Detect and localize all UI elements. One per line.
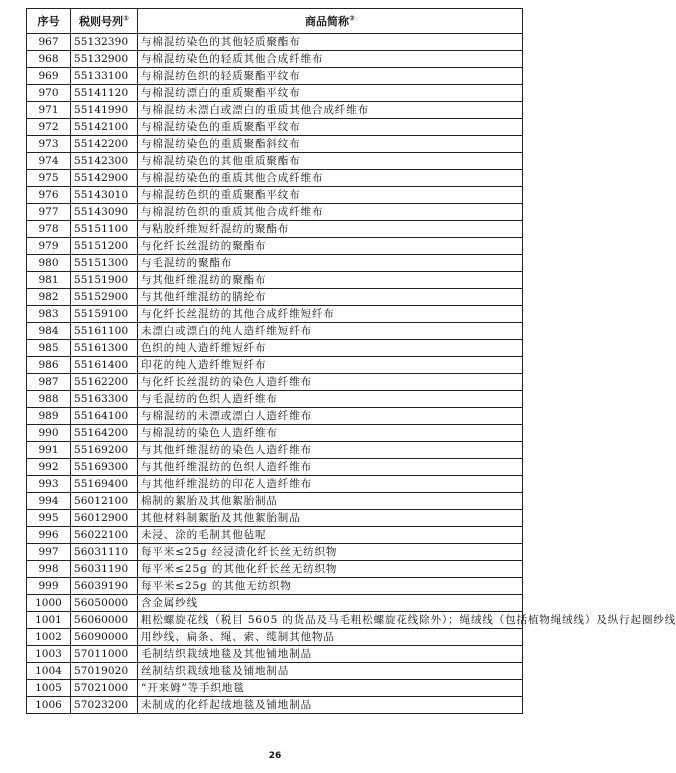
table-row [27,527,523,544]
cell-name: 粗松螺旋花线（税目 5605 的货品及马毛粗松螺旋花线除外）；绳绒线（包括植物绳绒线）及纵行起圈纱线 [138,612,523,629]
cell-seq: 976 [27,187,71,204]
table-row [27,459,523,476]
cell-seq: 999 [27,578,71,595]
table-row [27,391,523,408]
cell-name: 毛制结织栽绒地毯及其他铺地制品 [138,646,523,663]
cell-name: 与棉混纺的染色人造纤维布 [138,425,523,442]
table-row [27,85,523,102]
cell-code: 56090000 [71,629,138,646]
cell-seq: 998 [27,561,71,578]
cell-code: 55141120 [71,85,138,102]
cell-name: 丝制结织栽绒地毯及铺地制品 [138,663,523,680]
table-row [27,340,523,357]
table-row [27,697,523,714]
cell-code: 55151200 [71,238,138,255]
cell-name: 与化纤长丝混纺的染色人造纤维布 [138,374,523,391]
cell-seq: 973 [27,136,71,153]
cell-code: 55161400 [71,357,138,374]
cell-seq: 995 [27,510,71,527]
table-row [27,51,523,68]
header-seq [27,9,71,34]
cell-name: 印花的纯人造纤维短纤布 [138,357,523,374]
cell-name: 与棉混纺染色的重质聚酯斜纹布 [138,136,523,153]
cell-seq: 968 [27,51,71,68]
cell-seq: 993 [27,476,71,493]
cell-seq: 980 [27,255,71,272]
cell-code: 55159100 [71,306,138,323]
header-seq-label: 序号 [37,14,60,28]
cell-code: 57011000 [71,646,138,663]
header-code [71,9,138,34]
table-row [27,544,523,561]
cell-seq: 1000 [27,595,71,612]
cell-seq: 981 [27,272,71,289]
cell-seq: 977 [27,204,71,221]
cell-name: 未制成的化纤起绒地毯及铺地制品 [138,697,523,714]
cell-name: 未浸、涂的毛制其他毡呢 [138,527,523,544]
cell-seq: 985 [27,340,71,357]
cell-code: 55142900 [71,170,138,187]
cell-code: 56050000 [71,595,138,612]
cell-code: 56031110 [71,544,138,561]
cell-code: 55169200 [71,442,138,459]
table-row [27,357,523,374]
cell-name: “开来姆”等手织地毯 [138,680,523,697]
cell-code: 55142100 [71,119,138,136]
page-number: 26 [268,751,282,761]
cell-code: 56022100 [71,527,138,544]
cell-seq: 984 [27,323,71,340]
table-row [27,493,523,510]
cell-seq: 988 [27,391,71,408]
cell-seq: 996 [27,527,71,544]
cell-name: 色织的纯人造纤维短纤布 [138,340,523,357]
cell-name: 棉制的絮胎及其他絮胎制品 [138,493,523,510]
cell-seq: 979 [27,238,71,255]
cell-name: 每平米≤25g 经浸渍化纤长丝无纺织物 [138,544,523,561]
cell-seq: 992 [27,459,71,476]
table-row [27,323,523,340]
table-body [27,34,676,714]
cell-code: 57019020 [71,663,138,680]
table-row [27,136,523,153]
cell-code: 55164100 [71,408,138,425]
table-row [27,663,523,680]
cell-code: 55132900 [71,51,138,68]
cell-seq: 978 [27,221,71,238]
table-row [27,204,523,221]
cell-name: 含金属纱线 [138,595,523,612]
cell-code: 57023200 [71,697,138,714]
cell-seq: 972 [27,119,71,136]
cell-name: 与棉混纺色织的重质聚酯平纹布 [138,187,523,204]
cell-code: 55169300 [71,459,138,476]
table-row [27,561,523,578]
table-row [27,170,523,187]
cell-name: 与棉混纺漂白的重质聚酯平纹布 [138,85,523,102]
cell-seq: 1003 [27,646,71,663]
header-code-footnote-mark: ① [123,13,129,22]
cell-seq: 975 [27,170,71,187]
cell-name: 每平米≤25g 的其他无纺织物 [138,578,523,595]
table-row [27,187,523,204]
cell-code: 55142200 [71,136,138,153]
cell-seq: 982 [27,289,71,306]
table-header-row [27,9,523,34]
table-row [27,34,523,51]
cell-code: 55151900 [71,272,138,289]
tariff-table [26,8,676,714]
cell-name: 与棉混纺色织的轻质聚酯平纹布 [138,68,523,85]
cell-seq: 990 [27,425,71,442]
cell-code: 55151100 [71,221,138,238]
cell-name: 与其他纤维混纺的聚酯布 [138,272,523,289]
cell-code: 55162200 [71,374,138,391]
cell-code: 55164200 [71,425,138,442]
table-row [27,510,523,527]
cell-seq: 967 [27,34,71,51]
cell-name: 其他材料制絮胎及其他絮胎制品 [138,510,523,527]
cell-seq: 986 [27,357,71,374]
cell-name: 与粘胶纤维短纤混纺的聚酯布 [138,221,523,238]
table-row [27,612,523,629]
cell-seq: 991 [27,442,71,459]
cell-code: 55161300 [71,340,138,357]
table-row [27,289,523,306]
header-name [138,9,523,34]
table-row [27,425,523,442]
cell-code: 55163300 [71,391,138,408]
cell-name: 与毛混纺的色织人造纤维布 [138,391,523,408]
cell-name: 用纱线、扁条、绳、索、缆制其他物品 [138,629,523,646]
table-row [27,221,523,238]
table-row [27,680,523,697]
cell-code: 55133100 [71,68,138,85]
cell-seq: 994 [27,493,71,510]
cell-code: 55142300 [71,153,138,170]
cell-seq: 1005 [27,680,71,697]
cell-code: 56039190 [71,578,138,595]
cell-seq: 1002 [27,629,71,646]
cell-code: 57021000 [71,680,138,697]
table-row [27,595,523,612]
table-row [27,476,523,493]
cell-code: 56012100 [71,493,138,510]
cell-code: 56031190 [71,561,138,578]
table-row [27,646,523,663]
table-row [27,255,523,272]
cell-code: 55151300 [71,255,138,272]
cell-name: 未漂白或漂白的纯人造纤维短纤布 [138,323,523,340]
cell-name: 与化纤长丝混纺的聚酯布 [138,238,523,255]
cell-seq: 969 [27,68,71,85]
cell-code: 55169400 [71,476,138,493]
cell-seq: 971 [27,102,71,119]
cell-seq: 1001 [27,612,71,629]
table-row [27,68,523,85]
cell-seq: 1004 [27,663,71,680]
cell-name: 每平米≤25g 的其他化纤长丝无纺织物 [138,561,523,578]
table-row [27,374,523,391]
table-row [27,153,523,170]
table-row [27,102,523,119]
cell-code: 55161100 [71,323,138,340]
header-name-label: 商品简称 [305,14,350,28]
cell-seq: 989 [27,408,71,425]
cell-code: 55132390 [71,34,138,51]
cell-name: 与棉混纺染色的重质聚酯平纹布 [138,119,523,136]
cell-name: 与毛混纺的聚酯布 [138,255,523,272]
cell-seq: 970 [27,85,71,102]
table-row [27,272,523,289]
header-name-footnote-mark: ② [349,13,355,22]
cell-code: 55152900 [71,289,138,306]
cell-seq: 1006 [27,697,71,714]
table-row [27,408,523,425]
cell-name: 与其他纤维混纺的染色人造纤维布 [138,442,523,459]
table-row [27,238,523,255]
cell-name: 与其他纤维混纺的印花人造纤维布 [138,476,523,493]
cell-code: 55141990 [71,102,138,119]
cell-seq: 987 [27,374,71,391]
cell-name: 与棉混纺染色的其他重质聚酯布 [138,153,523,170]
cell-code: 56012900 [71,510,138,527]
cell-name: 与其他纤维混纺的腈纶布 [138,289,523,306]
cell-seq: 983 [27,306,71,323]
cell-name: 与棉混纺染色的重质其他合成纤维布 [138,170,523,187]
cell-seq: 997 [27,544,71,561]
cell-code: 56060000 [71,612,138,629]
cell-name: 与棉混纺色织的重质其他合成纤维布 [138,204,523,221]
table-row [27,442,523,459]
cell-code: 55143090 [71,204,138,221]
cell-code: 55143010 [71,187,138,204]
table-row [27,306,523,323]
cell-name: 与化纤长丝混纺的其他合成纤维短纤布 [138,306,523,323]
cell-name: 与棉混纺的未漂或漂白人造纤维布 [138,408,523,425]
table-row [27,629,523,646]
table-row [27,578,523,595]
cell-seq: 974 [27,153,71,170]
cell-name: 与棉混纺染色的其他轻质聚酯布 [138,34,523,51]
cell-name: 与棉混纺染色的轻质其他合成纤维布 [138,51,523,68]
cell-name: 与棉混纺未漂白或漂白的重质其他合成纤维布 [138,102,523,119]
cell-name: 与其他纤维混纺的色织人造纤维布 [138,459,523,476]
header-code-label: 税则号列 [79,14,124,28]
table-row [27,119,523,136]
